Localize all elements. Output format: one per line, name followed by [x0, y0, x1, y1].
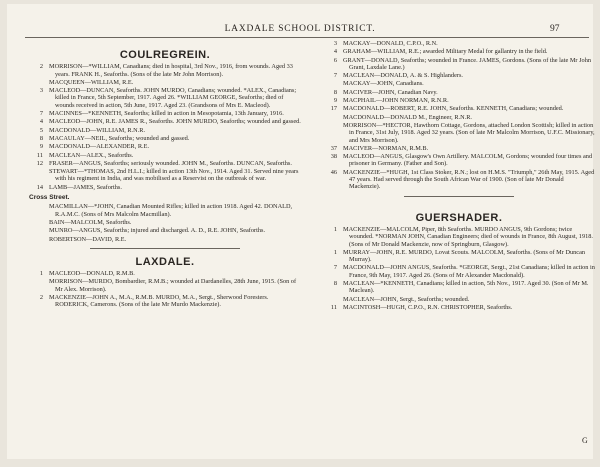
house-number: 1: [333, 225, 337, 233]
roll-entry: [29, 152, 301, 159]
roll-entry: [323, 89, 595, 96]
entry-text: MACLEOD—DONALD, R.M.B.: [49, 270, 135, 278]
signature-mark: G: [582, 436, 588, 445]
entry-text: MACDONALD—ROBERT, R.E. JOHN, Seaforths. KENNETH, Canadians; wounded.: [343, 105, 564, 113]
coulregrein-list: [29, 63, 301, 191]
house-number: 46: [330, 168, 337, 176]
page-header: LAXDALE SCHOOL DISTRICT.: [224, 24, 376, 34]
house-number: [323, 296, 343, 303]
roll-entry: [323, 80, 595, 87]
house-number: 11: [36, 151, 43, 159]
house-number: [29, 168, 49, 183]
roll-entry: [323, 264, 595, 279]
roll-entry: [323, 304, 595, 311]
right-column: [323, 40, 595, 312]
entry-text: ROBERTSON—DAVID, R.E.: [49, 235, 127, 243]
roll-entry: [29, 219, 301, 226]
subheading-cross-street: Cross Street.: [29, 194, 70, 202]
roll-entry: [323, 48, 595, 55]
house-number: 3: [39, 87, 43, 95]
entry-text: MACKENZIE—*HUGH, 1st Class Stoker, R.N.; lost on H.M.S. "Triumph," 26th May, 1915. Aged 47 years. Had served through the South African War of 1900. (Son of late Mr Donald Mackenzie).: [343, 168, 595, 191]
house-number: 2: [39, 294, 43, 302]
entry-text: MACLEOD—JOHN, R.E. JAMES R., Seaforths. JOHN MURDO, Seaforths; wounded and gassed.: [49, 118, 301, 126]
entry-text: MACLEAN—ALEX., Seaforths.: [49, 151, 134, 159]
entry-text: MACAULAY—NEIL, Seaforths; wounded and gassed.: [49, 134, 190, 142]
entry-text: MACDONALD—ALEXANDER, R.E.: [49, 143, 150, 151]
roll-entry: [323, 57, 595, 72]
entry-text: MACDONALD—WILLIAM, R.N.R.: [49, 126, 146, 134]
entry-text: MACMILLAN—*JOHN, Canadian Mounted Rifles; killed in action 1918. Aged 42. DONALD, R.A.M.C. (Sons of Mrs Malcolm Macmillan).: [49, 203, 293, 218]
house-number: [29, 79, 49, 86]
house-number: 1: [39, 270, 43, 278]
roll-entry: [29, 184, 301, 191]
house-number: 2: [39, 63, 43, 71]
house-number: 9: [39, 143, 43, 151]
entry-text: MACDONALD—JOHN ANGUS, Seaforths. *GEORGE, Sergt., 21st Canadians; killed in action in France, 9th May, 1917. Aged 26. (Sons of Mr Alexander Macdonald).: [343, 264, 595, 279]
house-number: 7: [333, 264, 337, 272]
entry-text: MACINTOSH—HUGH, C.P.O., R.N. CHRISTOPHER, Seaforths.: [343, 303, 513, 311]
house-number: [323, 114, 343, 121]
roll-entry: [29, 135, 301, 142]
house-number: [29, 203, 49, 218]
roll-entry: [29, 168, 301, 183]
roll-entry: [29, 63, 301, 78]
house-number: 14: [36, 183, 43, 191]
roll-entry: [29, 79, 301, 86]
entry-text: STEWART—*THOMAS, 2nd H.L.I.; killed in action 13th Nov., 1914. Aged 31. Served nine years with his regiment in India, and was mobilised as a Reservist on the outbreak of war.: [49, 168, 299, 183]
house-number: 8: [39, 134, 43, 142]
roll-entry: [29, 127, 301, 134]
roll-entry: [29, 227, 301, 234]
roll-entry: [29, 294, 301, 309]
house-number: 8: [333, 88, 337, 96]
roll-entry: [323, 280, 595, 295]
house-number: [323, 80, 343, 87]
roll-entry: [323, 105, 595, 112]
house-number: 9: [333, 97, 337, 105]
page: [7, 4, 593, 459]
roll-entry: [29, 87, 301, 109]
entry-text: MORRISON—*HECTOR, Hawthorn Cottage, Gordons, attached London Scottish; killed in action in France, 31st July, 1918. Aged 32 years. (Son of late Mr Malcolm Morrison, U.F.C. Missionary, and Mrs Morrison).: [343, 121, 595, 144]
entry-text: LAMB—JAMES, Seaforths.: [49, 183, 122, 191]
section-heading-guershader: GUERSHADER.: [415, 211, 503, 224]
roll-entry: [323, 153, 595, 168]
roll-entry: [323, 72, 595, 79]
guershader-list: [323, 226, 595, 311]
entry-text: MACKAY—JOHN, Canadians.: [343, 80, 424, 88]
house-number: 3: [333, 40, 337, 47]
entry-text: MORRISON—MURDO, Bombardier, R.M.B.; wounded at Dardanelles, 28th June, 1915. (Son of Mr Alex. Morrison).: [49, 278, 297, 293]
house-number: 7: [39, 110, 43, 118]
house-number: 1: [333, 248, 337, 256]
house-number: 5: [39, 126, 43, 134]
page-number: 97: [550, 24, 560, 34]
roll-entry: [323, 226, 595, 248]
entry-text: FRASER—ANGUS, Seaforths; seriously wounded. JOHN M., Seaforths. DUNCAN, Seaforths.: [49, 159, 292, 167]
roll-entry: [323, 249, 595, 264]
roll-entry: [323, 114, 595, 121]
house-number: [29, 219, 49, 226]
house-number: 11: [330, 303, 337, 311]
entry-text: MACKENZIE—MALCOLM, Piper, 8th Seaforths. MURDO ANGUS, 9th Gordons; twice wounded. *NORMAN JOHN, Canadian Engineers; died of wounds in France, 8th August, 1918. (Sons of Mr Donald Mackenzie, now of Springburn, Glasgow).: [343, 225, 593, 248]
section-heading-laxdale: LAXDALE.: [135, 255, 195, 268]
house-number: 8: [333, 280, 337, 288]
roll-entry: [29, 143, 301, 150]
entry-text: MACLEAN—*KENNETH, Canadians; killed in action, 5th Nov., 1917. Aged 30. (Son of Mr M. Maclean).: [343, 280, 589, 295]
roll-entry: [323, 169, 595, 191]
entry-text: MACLEOD—ANGUS, Glasgow's Own Artillery. MALCOLM, Gordons; wounded four times and prisoner in Germany. (Father and Son).: [343, 153, 593, 168]
roll-entry: [323, 122, 595, 144]
house-number: 38: [330, 153, 337, 161]
section-divider: [90, 248, 240, 249]
house-number: 7: [333, 72, 337, 80]
roll-entry: [323, 40, 595, 47]
house-number: 4: [39, 118, 43, 126]
entry-text: MACINNES—*KENNETH, Seaforths; killed in action in Mesopotamia, 13th January, 1916.: [49, 110, 284, 118]
cross-street-list: [29, 203, 301, 242]
house-number: [323, 122, 343, 144]
house-number: 12: [36, 159, 43, 167]
entry-text: BAIN—MALCOLM, Seaforths.: [49, 218, 132, 226]
left-column: [29, 40, 301, 310]
entry-text: MACKENZIE—JOHN A., M.A., R.M.B. MURDO, M.A., Sergt., Sherwood Foresters. RODERICK, Camerons. (Sons of the late Mr Murdo Mackenzie).: [49, 294, 269, 309]
house-number: 37: [330, 144, 337, 152]
entry-text: MORRISON—*WILLIAM, Canadians; died in hospital, 3rd Nov., 1916, from wounds. Aged 33 years. FRANK H., Seaforths. (Sons of the late Mr John Morrison).: [49, 63, 293, 78]
roll-entry: [29, 278, 301, 293]
roll-entry: [29, 236, 301, 243]
entry-text: MACIVER—NORMAN, R.M.B.: [343, 144, 429, 152]
entry-text: MACPHAIL—JOHN NORMAN, R.N.R.: [343, 97, 449, 105]
roll-entry: [323, 296, 595, 303]
roll-entry: [29, 203, 301, 218]
house-number: 6: [333, 56, 337, 64]
roll-entry: [29, 118, 301, 125]
roll-entry: [29, 110, 301, 117]
roll-entry: [29, 160, 301, 167]
entry-text: MACIVER—JOHN, Canadian Navy.: [343, 88, 438, 96]
laxdale-list: [29, 270, 301, 308]
entry-text: MACQUEEN—WILLIAM, R.E.: [49, 78, 134, 86]
entry-text: MACKAY—DONALD, C.P.O., R.N.: [343, 40, 438, 47]
section-divider: [404, 196, 514, 197]
house-number: [29, 278, 49, 293]
laxdale-continued-list: [323, 40, 595, 191]
entry-text: GRAHAM—WILLIAM, R.E.; awarded Military Medal for gallantry in the field.: [343, 48, 548, 56]
entry-text: GRANT—DONALD, Seaforths; wounded in France. JAMES, Gordons. (Sons of the late Mr John Grant, Laxdale Lane.): [343, 56, 592, 71]
entry-text: MACLEOD—DUNCAN, Seaforths. JOHN MURDO, Canadians; wounded. *ALEX., Canadians; killed in France, 5th September, 1917. Aged 26. *WILLIAM GEORGE, Seaforths; died of wounds received in action, 5th June, 1917. Aged 23. (Grandsons of Mrs E. Macleod).: [49, 87, 297, 109]
house-number: 17: [330, 105, 337, 113]
entry-text: MURRAY—JOHN, R.E. MURDO, Lovat Scouts. MALCOLM, Seaforths. (Sons of Mr Duncan Murray).: [343, 248, 586, 264]
house-number: [29, 236, 49, 243]
house-number: 4: [333, 48, 337, 56]
section-heading-coulregrein: COULREGREIN.: [119, 49, 211, 61]
roll-entry: [323, 145, 595, 152]
header-rule: [25, 37, 589, 38]
entry-text: MACDONALD—DONALD M., Engineer, R.N.R.: [343, 113, 472, 121]
entry-text: MACLEAN—JOHN, Sergt., Seaforths; wounded.: [343, 295, 470, 303]
roll-entry: [29, 270, 301, 277]
house-number: [29, 227, 49, 234]
entry-text: MACLEAN—DONALD, A. & S. Highlanders.: [343, 72, 463, 80]
entry-text: MUNRO—ANGUS, Seaforths; injured and discharged. A. D., R.E. JOHN, Seaforths.: [49, 227, 266, 235]
roll-entry: [323, 97, 595, 104]
